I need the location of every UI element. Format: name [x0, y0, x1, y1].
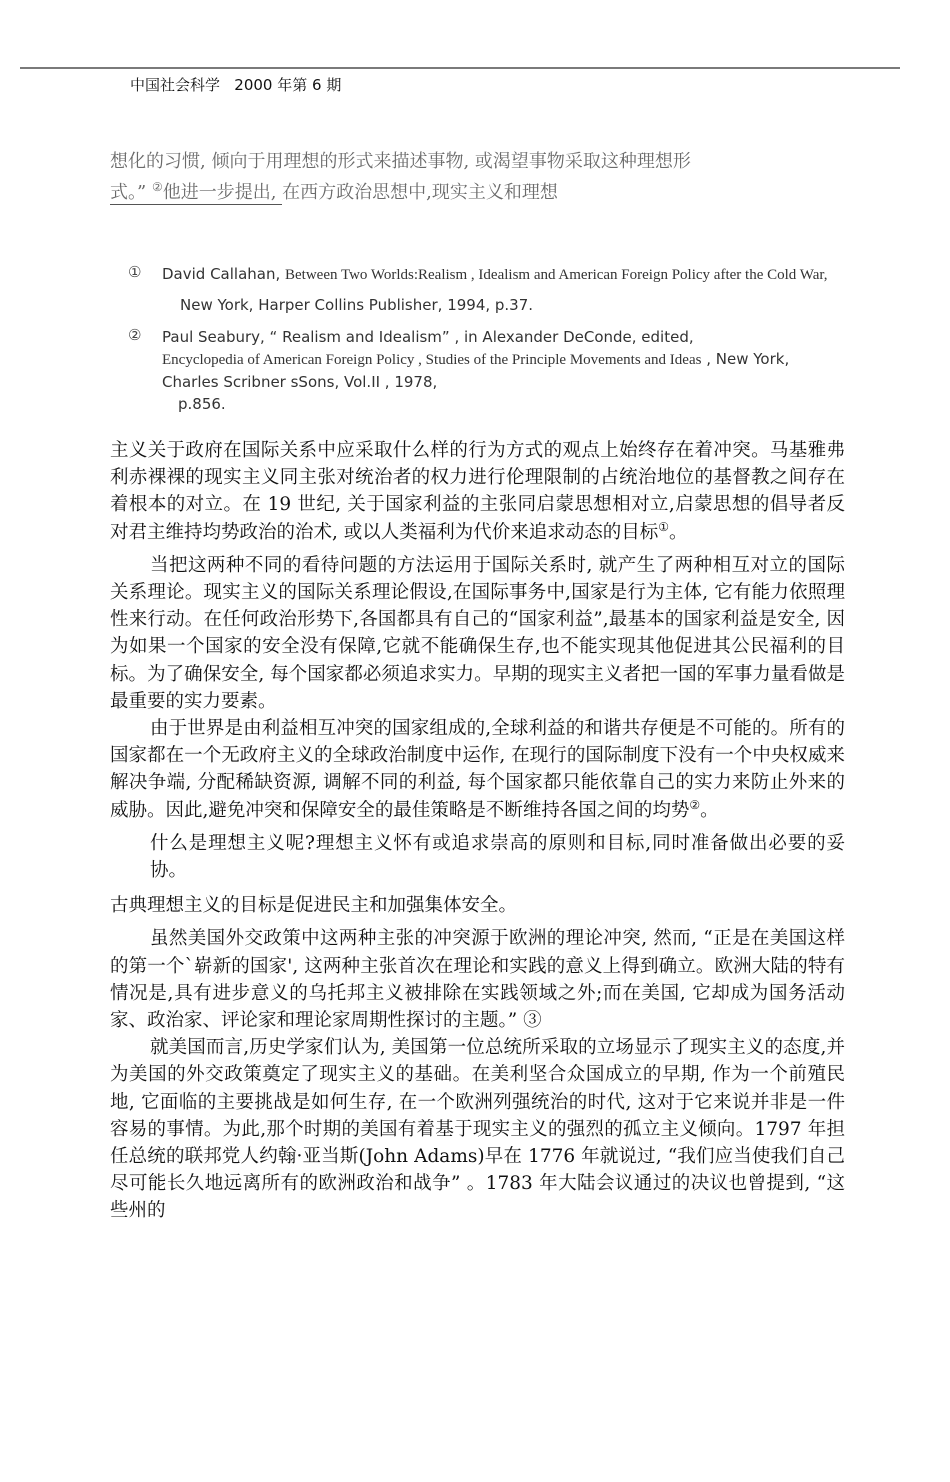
footnote-author: Paul Seabury, “ Realism and Idealism” , in Alexander DeConde, edited, — [162, 328, 694, 346]
body-text — [110, 437, 845, 1225]
paragraph-6: 虽然美国外交政策中这两种主张的冲突源于欧洲的理论冲突, 然而, “正是在美国这样的第一个`崭新的国家', 这两种主张首次在理论和实践的意义上得到确立。欧洲大陆的特有情况是,具有进步意义的乌托邦主义被排除在实践领域之外;而在美国, 它却成为国务活动家、政治家、评论家和理论家周期性探讨的主题。” ③ — [110, 928, 845, 1032]
footnotes — [128, 263, 838, 422]
paragraph-4: 什么是理想主义呢?理想主义怀有或追求崇高的原则和目标,同时准备做出必要的妥协。 — [150, 832, 845, 882]
footnote-page: p.856. — [178, 395, 226, 413]
footnote-marker: ② — [128, 326, 142, 344]
paragraph-5: 古典理想主义的目标是促进民主和加强集体安全。 — [110, 895, 518, 917]
footnote-marker: ① — [128, 263, 142, 281]
footnote-ref[interactable]: ③ — [523, 1010, 542, 1032]
running-head: 中国社会科学 2000 年第 6 期 — [130, 76, 342, 94]
header-rule — [20, 67, 900, 69]
underlined-text: 式。” ②他进一步提出, — [110, 180, 283, 203]
footnote-ref[interactable]: ① — [658, 519, 670, 534]
footnote-2 — [128, 326, 838, 415]
paragraph-3: 由于世界是由利益相互冲突的国家组成的,全球利益的和谐共存便是不可能的。所有的国家都在一个无政府主义的全球政治制度中运作, 在现行的国际制度下没有一个中央权威来解决争端, 分配稀缺资源, 调解不同的利益, 每个国家都只能依靠自己的实力来防止外来的威胁。因此,避免冲突和保障安全的最佳策略是不断维持各国之间的均势②。 — [110, 718, 845, 821]
footnote-title: Encyclopedia of American Foreign Policy , Studies of the Principle Movements and Ideas — [162, 352, 702, 368]
paragraph-2: 当把这两种不同的看待问题的方法运用于国际关系时, 就产生了两种相互对立的国际关系理论。现实主义的国际关系理论假设,在国际事务中,国家是行为主体, 它有能力依照理性来行动。在任何政治形势下,各国都具有自己的“国家利益”,最基本的国家利益是安全, 因为如果一个国家的安全没有保障,它就不能确保生存,也不能实现其他促进其公民福利的目标。为了确保安全, 每个国家都必须追求实力。早期的现实主义者把一国的军事力量看做是最重要的实力要素。 — [110, 554, 845, 712]
carry-over-line-1: 想化的习惯, 倾向于用理想的形式来描述事物, 或渴望事物采取这种理想形 — [110, 151, 691, 172]
footnote-1 — [128, 263, 838, 316]
paragraph-7: 就美国而言,历史学家们认为, 美国第一位总统所采取的立场显示了现实主义的态度,并为美国的外交政策奠定了现实主义的基础。在美利坚合众国成立的早期, 作为一个前殖民地, 它面临的主要挑战是如何生存, 在一个欧洲列强统治的时代, 这对于它来说并非是一件容易的事情。为此,那个时期的美国有着基于现实主义的强烈的孤立主义倾向。1797 年担任总统的联邦党人约翰·亚当斯(John Adams)早在 1776 年就说过, “我们应当使我们自己尽可能长久地远离所有的欧洲政治和战争” 。1783 年大陆会议通过的决议也曾提到, “这些州的 — [110, 1037, 845, 1222]
carry-over-line-2: 式。” ②他进一步提出, 在西方政治思想中,现实主义和理想 — [110, 180, 558, 203]
footnote-ref[interactable]: ② — [689, 797, 701, 812]
footnote-author: David Callahan, — [162, 265, 286, 283]
footnote-publisher: New York, Harper Collins Publisher, 1994, p.37. — [180, 296, 534, 314]
carry-over-text — [110, 146, 830, 208]
paragraph-1: 主义关于政府在国际关系中应采取什么样的行为方式的观点上始终存在着冲突。马基雅弗利赤裸裸的现实主义同主张对统治者的权力进行伦理限制的占统治地位的基督教之间存在着根本的对立。在 19 世纪, 关于国家利益的主张同启蒙思想相对立,启蒙思想的倡导者反对君主维持均势政治的治术, 或以人类福利为代价来追求动态的目标①。 — [110, 440, 845, 543]
footnote-ref[interactable]: ② — [151, 180, 163, 194]
footnote-title: Between Two Worlds:Realism , Idealism and American Foreign Policy after the Cold War, — [285, 267, 828, 283]
footnote-publisher: , New York, Charles Scribner sSons, Vol.II , 1978, — [162, 350, 790, 391]
